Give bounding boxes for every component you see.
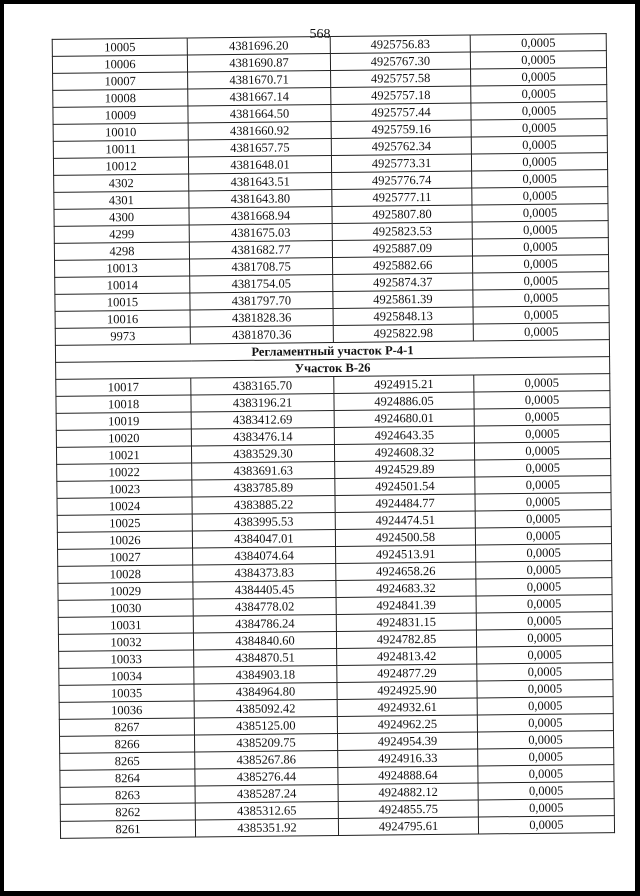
point-number-cell: 10026 [57,531,192,549]
x-coordinate-cell: 4383196.21 [191,393,334,411]
x-coordinate-cell: 4385351.92 [195,818,338,836]
y-coordinate-cell: 4924474.51 [335,511,475,529]
point-number-cell: 10034 [59,667,194,685]
x-coordinate-cell: 4383529.30 [191,444,334,462]
point-number-cell: 10035 [59,684,194,702]
tolerance-cell: 0,0005 [472,204,608,222]
x-coordinate-cell: 4385312.65 [195,801,338,819]
tolerance-cell: 0,0005 [477,663,613,681]
y-coordinate-cell: 4925777.11 [332,188,472,206]
x-coordinate-cell: 4383885.22 [192,495,335,513]
x-coordinate-cell: 4381668.94 [189,206,332,224]
point-number-cell: 10009 [53,106,188,124]
y-coordinate-cell: 4925882.66 [333,256,473,274]
y-coordinate-cell: 4924608.32 [334,443,474,461]
tolerance-cell: 0,0005 [478,816,614,834]
point-number-cell: 10018 [56,395,191,413]
point-number-cell: 4299 [54,225,189,243]
y-coordinate-cell: 4924501.54 [335,477,475,495]
x-coordinate-cell: 4383691.63 [192,461,335,479]
tolerance-cell: 0,0005 [471,68,607,86]
point-number-cell: 10017 [56,378,191,396]
y-coordinate-cell: 4924513.91 [336,545,476,563]
y-coordinate-cell: 4924484.77 [335,494,475,512]
y-coordinate-cell: 4925767.30 [330,52,470,70]
tolerance-cell: 0,0005 [471,136,607,154]
y-coordinate-cell: 4925807.80 [332,205,472,223]
x-coordinate-cell: 4381648.01 [188,156,331,174]
y-coordinate-cell: 4924855.75 [338,800,478,818]
point-number-cell: 10036 [59,701,194,719]
tolerance-cell: 0,0005 [475,527,611,545]
y-coordinate-cell: 4925757.18 [331,86,471,104]
scan-border-left [0,0,4,896]
x-coordinate-cell: 4381828.36 [190,308,333,326]
x-coordinate-cell: 4381643.80 [189,189,332,207]
tolerance-cell: 0,0005 [478,765,614,783]
point-number-cell: 10005 [52,38,187,56]
coordinates-table-part1 [52,34,609,346]
y-coordinate-cell: 4925773.31 [331,154,471,172]
point-number-cell: 10016 [55,310,190,328]
y-coordinate-cell: 4924915.21 [334,375,474,393]
tolerance-cell: 0,0005 [472,255,608,273]
y-coordinate-cell: 4924680.01 [334,409,474,427]
x-coordinate-cell: 4385125.00 [194,716,337,734]
point-number-cell: 4302 [54,174,189,192]
tolerance-cell: 0,0005 [472,170,608,188]
point-number-cell: 8261 [60,820,195,838]
point-number-cell: 10010 [53,123,188,141]
point-number-cell: 10031 [58,616,193,634]
y-coordinate-cell: 4924932.61 [337,698,477,716]
tolerance-cell: 0,0005 [474,408,610,426]
coordinates-table [52,33,615,839]
y-coordinate-cell: 4924925.90 [337,681,477,699]
scan-border-top [0,0,640,4]
x-coordinate-cell: 4383785.89 [192,478,335,496]
tolerance-cell: 0,0005 [478,748,614,766]
point-number-cell: 8262 [60,803,195,821]
y-coordinate-cell: 4924916.33 [338,749,478,767]
point-number-cell: 8267 [59,718,194,736]
y-coordinate-cell: 4924841.39 [336,596,476,614]
y-coordinate-cell: 4924795.61 [338,817,478,835]
tolerance-cell: 0,0005 [473,323,609,341]
point-number-cell: 8264 [60,769,195,787]
tolerance-cell: 0,0005 [477,714,613,732]
tolerance-cell: 0,0005 [477,680,613,698]
x-coordinate-cell: 4384047.01 [192,529,335,547]
x-coordinate-cell: 4383412.69 [191,410,334,428]
point-number-cell: 10007 [53,72,188,90]
y-coordinate-cell: 4925874.37 [333,273,473,291]
point-number-cell: 10030 [58,599,193,617]
y-coordinate-cell: 4924882.12 [338,783,478,801]
tolerance-cell: 0,0005 [474,374,610,392]
tolerance-cell: 0,0005 [470,34,606,52]
x-coordinate-cell: 4384870.51 [194,648,337,666]
x-coordinate-cell: 4381797.70 [190,291,333,309]
y-coordinate-cell: 4924886.05 [334,392,474,410]
subsection-title: Участок В-26 [56,357,610,380]
coordinates-table-part2 [56,374,615,839]
tolerance-cell: 0,0005 [473,306,609,324]
point-number-cell: 10029 [58,582,193,600]
y-coordinate-cell: 4924683.32 [336,579,476,597]
x-coordinate-cell: 4385276.44 [195,767,338,785]
y-coordinate-cell: 4924500.58 [335,528,475,546]
point-number-cell: 10021 [56,446,191,464]
y-coordinate-cell: 4924877.29 [337,664,477,682]
tolerance-cell: 0,0005 [476,612,612,630]
x-coordinate-cell: 4381696.20 [187,37,330,55]
tolerance-cell: 0,0005 [474,425,610,443]
x-coordinate-cell: 4381667.14 [188,88,331,106]
x-coordinate-cell: 4384786.24 [193,614,336,632]
tolerance-cell: 0,0005 [477,646,613,664]
tolerance-cell: 0,0005 [476,578,612,596]
tolerance-cell: 0,0005 [478,782,614,800]
point-number-cell: 10011 [53,140,188,158]
tolerance-cell: 0,0005 [471,102,607,120]
tolerance-cell: 0,0005 [473,272,609,290]
tolerance-cell: 0,0005 [478,799,614,817]
point-number-cell: 9973 [55,327,190,345]
y-coordinate-cell: 4925757.58 [331,69,471,87]
x-coordinate-cell: 4385267.86 [195,750,338,768]
x-coordinate-cell: 4381657.75 [188,139,331,157]
tolerance-cell: 0,0005 [476,544,612,562]
x-coordinate-cell: 4384840.60 [193,631,336,649]
tolerance-cell: 0,0005 [475,476,611,494]
x-coordinate-cell: 4381660.92 [188,122,331,140]
x-coordinate-cell: 4384074.64 [193,546,336,564]
tolerance-cell: 0,0005 [474,391,610,409]
y-coordinate-cell: 4924658.26 [336,562,476,580]
x-coordinate-cell: 4383476.14 [191,427,334,445]
tolerance-cell: 0,0005 [477,731,613,749]
point-number-cell: 8263 [60,786,195,804]
y-coordinate-cell: 4925756.83 [330,35,470,53]
x-coordinate-cell: 4381754.05 [190,274,333,292]
tolerance-cell: 0,0005 [471,85,607,103]
section-title: Регламентный участок Р-4-1 [55,340,609,363]
point-number-cell: 4300 [54,208,189,226]
y-coordinate-cell: 4924888.64 [338,766,478,784]
y-coordinate-cell: 4924529.89 [335,460,475,478]
x-coordinate-cell: 4384373.83 [193,563,336,581]
y-coordinate-cell: 4925861.39 [333,290,473,308]
y-coordinate-cell: 4925759.16 [331,120,471,138]
x-coordinate-cell: 4381675.03 [189,223,332,241]
y-coordinate-cell: 4925848.13 [333,307,473,325]
section-header-group [55,340,609,380]
point-number-cell: 8265 [60,752,195,770]
tolerance-cell: 0,0005 [475,510,611,528]
y-coordinate-cell: 4925757.44 [331,103,471,121]
y-coordinate-cell: 4925776.74 [332,171,472,189]
x-coordinate-cell: 4381643.51 [189,172,332,190]
point-number-cell: 10008 [53,89,188,107]
document-page [52,33,615,863]
point-number-cell: 10023 [57,480,192,498]
x-coordinate-cell: 4381670.71 [188,71,331,89]
tolerance-cell: 0,0005 [473,289,609,307]
point-number-cell: 10015 [55,293,190,311]
point-number-cell: 10022 [57,463,192,481]
tolerance-cell: 0,0005 [476,629,612,647]
point-number-cell: 4298 [54,242,189,260]
tolerance-cell: 0,0005 [477,697,613,715]
x-coordinate-cell: 4381690.87 [187,54,330,72]
y-coordinate-cell: 4925822.98 [333,324,473,342]
x-coordinate-cell: 4384405.45 [193,580,336,598]
point-number-cell: 10024 [57,497,192,515]
y-coordinate-cell: 4925887.09 [332,239,472,257]
tolerance-cell: 0,0005 [476,561,612,579]
y-coordinate-cell: 4924962.25 [337,715,477,733]
point-number-cell: 10028 [58,565,193,583]
x-coordinate-cell: 4384903.18 [194,665,337,683]
point-number-cell: 10032 [58,633,193,651]
y-coordinate-cell: 4924643.35 [334,426,474,444]
x-coordinate-cell: 4381682.77 [189,240,332,258]
x-coordinate-cell: 4384964.80 [194,682,337,700]
scan-border-bottom [0,891,640,896]
x-coordinate-cell: 4385209.75 [194,733,337,751]
point-number-cell: 10012 [53,157,188,175]
tolerance-cell: 0,0005 [474,442,610,460]
point-number-cell: 10027 [58,548,193,566]
y-coordinate-cell: 4924831.15 [336,613,476,631]
y-coordinate-cell: 4924782.85 [336,630,476,648]
y-coordinate-cell: 4925823.53 [332,222,472,240]
tolerance-cell: 0,0005 [471,119,607,137]
point-number-cell: 10014 [55,276,190,294]
point-number-cell: 10006 [52,55,187,73]
tolerance-cell: 0,0005 [470,51,606,69]
tolerance-cell: 0,0005 [476,595,612,613]
y-coordinate-cell: 4925762.34 [331,137,471,155]
x-coordinate-cell: 4384778.02 [193,597,336,615]
scan-border-right [635,0,640,896]
tolerance-cell: 0,0005 [475,459,611,477]
tolerance-cell: 0,0005 [472,238,608,256]
point-number-cell: 10013 [55,259,190,277]
x-coordinate-cell: 4381664.50 [188,105,331,123]
point-number-cell: 4301 [54,191,189,209]
point-number-cell: 10019 [56,412,191,430]
point-number-cell: 10033 [59,650,194,668]
point-number-cell: 10025 [57,514,192,532]
tolerance-cell: 0,0005 [471,153,607,171]
y-coordinate-cell: 4924813.42 [337,647,477,665]
x-coordinate-cell: 4385092.42 [194,699,337,717]
x-coordinate-cell: 4381870.36 [190,325,333,343]
y-coordinate-cell: 4924954.39 [337,732,477,750]
x-coordinate-cell: 4383165.70 [191,376,334,394]
point-number-cell: 8266 [60,735,195,753]
tolerance-cell: 0,0005 [472,187,608,205]
tolerance-cell: 0,0005 [475,493,611,511]
x-coordinate-cell: 4383995.53 [192,512,335,530]
x-coordinate-cell: 4381708.75 [190,257,333,275]
point-number-cell: 10020 [56,429,191,447]
tolerance-cell: 0,0005 [472,221,608,239]
page-number: 568 [309,27,331,42]
x-coordinate-cell: 4385287.24 [195,784,338,802]
